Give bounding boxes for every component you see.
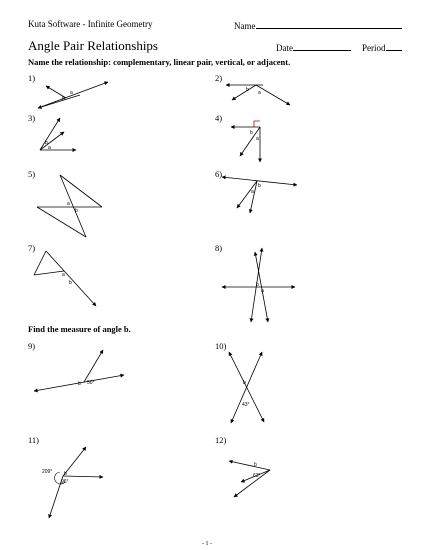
problem-8-number: 8) [215,243,223,253]
figure-5 [37,175,102,237]
fig2-ray-down [232,85,256,100]
problem-12-number: 12) [215,435,227,445]
fig10-line-b [231,352,262,423]
fig1-label-a: a [70,90,73,96]
page-number: - 1 - [202,541,212,547]
problem-6-number: 6) [215,169,223,179]
fig11-ray-right [63,476,103,477]
page-title: Angle Pair Relationships [28,38,158,53]
fig7-side-left [34,251,46,275]
fig7-label-a: a [62,272,65,278]
fig5-label-a: a [67,201,70,207]
problem-7-number: 7) [28,243,36,253]
figure-9 [34,350,124,391]
fig5-side-cross [60,175,86,237]
fig2-label-b: b [246,87,249,93]
fig1-ray-left [38,95,80,108]
fig11-label-209: 209° [42,469,53,475]
fig4-right-angle-mark [254,121,260,127]
fig9-label-angle: 50° [87,380,95,386]
figure-3 [40,118,76,151]
fig5-label-b: b [75,208,78,214]
fig8-label-a: a [261,288,264,294]
section1-instruction: Name the relationship: complementary, linear pair, vertical, or adjacent. [28,57,291,67]
figure-11 [42,447,103,518]
figure-1 [38,82,108,108]
fig7-label-b: b [69,280,72,286]
figure-4 [231,121,260,162]
fig12-label-angle: 63° [253,473,261,479]
figure-2 [226,85,290,105]
fig3-label-b: b [45,140,48,146]
fig1-label-b: b [62,96,65,102]
fig4-label-a: a [256,136,259,142]
fig2-ray-right [256,85,290,105]
fig3-label-a: a [48,145,51,151]
period-label: Period [362,43,386,53]
figure-10 [229,352,264,423]
problem-1-number: 1) [28,73,36,83]
figure-8 [222,248,295,322]
problem-4-number: 4) [215,113,223,123]
date-label: Date [276,43,293,53]
fig7-ray-long [46,251,96,306]
fig11-label-b: b [64,471,67,477]
name-label: Name [234,21,256,31]
fig4-label-b: b [250,130,253,136]
problem-10-number: 10) [215,341,227,351]
figure-12 [229,461,270,497]
fig10-label-b: b [243,380,246,386]
fig7-side-bottom [34,271,64,275]
problem-11-number: 11) [28,435,40,445]
fig12-label-b: b [254,462,257,468]
problem-9-number: 9) [28,341,36,351]
fig12-ray-left [229,461,270,470]
fig9-label-b: b [78,381,81,387]
fig9-ray [84,350,103,382]
fig12-ray-down [234,470,270,497]
figure-7 [34,251,96,306]
fig1-ray-upper [38,82,108,108]
figure-6 [222,177,297,213]
fig6-label-b: b [258,183,261,189]
fig3-ray-middle [40,132,64,150]
problem-3-number: 3) [28,113,36,123]
publisher-label: Kuta Software - Infinite Geometry [28,19,153,29]
fig5-side-lower [37,207,86,237]
fig11-label-96: 96° [61,479,69,485]
section2-instruction: Find the measure of angle b. [28,324,131,334]
problem-5-number: 5) [28,169,36,179]
problem-2-number: 2) [215,73,223,83]
fig6-label-a: a [251,189,254,195]
fig2-label-a: a [258,90,261,96]
fig8-label-b: b [256,282,259,288]
fig10-label-angle: 43° [242,402,250,408]
